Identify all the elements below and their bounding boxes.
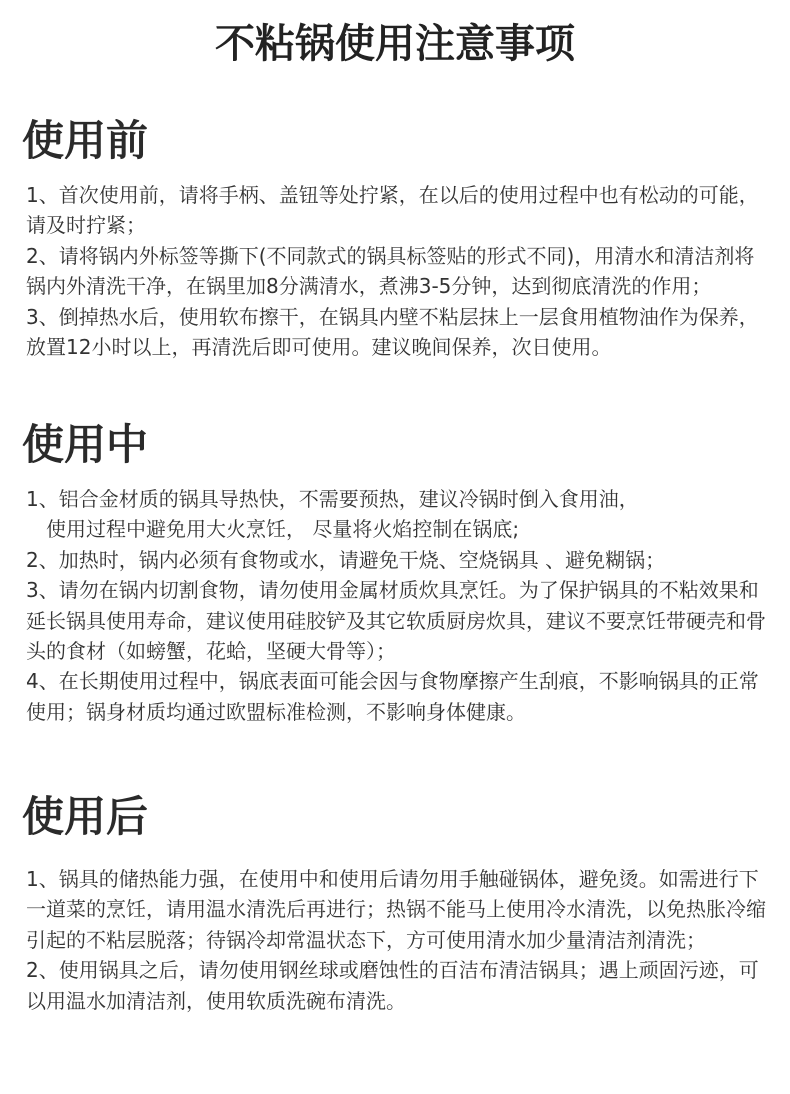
section-title-during-use: 使用中 [22, 420, 149, 469]
page-title: 不粘锅使用注意事项 [215, 21, 575, 67]
section-body-before-use [26, 180, 770, 362]
section-body-after-use [26, 864, 770, 1016]
paragraph: 3、倒掉热水后，使用软布擦干，在锅具内壁不粘层抹上一层食用植物油作为保养，放置12小时以上，再清洗后即可使用。建议晚间保养，次日使用。 [26, 304, 759, 360]
paragraph: 1、锅具的储热能力强，在使用中和使用后请勿用手触碰锅体，避免烫。如需进行下一道菜的烹饪，请用温水清洗后再进行；热锅不能马上使用冷水清洗，以免热胀冷缩引起的不粘层脱落；待锅冷却常温状态下，方可使用清水加少量清洁剂清洗； [26, 867, 766, 952]
paragraph: 1、首次使用前，请将手柄、盖钮等处拧紧，在以后的使用过程中也有松动的可能，请及时拧紧； [26, 183, 759, 238]
section-title-after-use: 使用后 [22, 792, 149, 841]
section-body-during-use [26, 484, 770, 727]
paragraph: 使用过程中避免用大火烹饪， 尽量将火焰控制在锅底; [46, 517, 520, 542]
paragraph: 2、使用锅具之后，请勿使用钢丝球或磨蚀性的百洁布清洁锅具；遇上顽固污迹，可以用温水加清洁剂，使用软质洗碗布清洗。 [26, 958, 759, 1013]
paragraph: 2、加热时，锅内必须有食物或水，请避免干烧、空烧锅具 、避免糊锅； [26, 547, 666, 572]
section-title-before-use: 使用前 [22, 116, 149, 165]
paragraph: 1、铝合金材质的锅具导热快，不需要预热，建议冷锅时倒入食用油， [26, 487, 639, 511]
paragraph: 3、请勿在锅内切割食物，请勿使用金属材质炊具烹饪。为了保护锅具的不粘效果和延长锅具使用寿命，建议使用硅胶铲及其它软质厨房炊具，建议不要烹饪带硬壳和骨头的食材（如螃蟹，花蛤，坚硬大骨等）； [26, 578, 766, 664]
paragraph: 4、在长期使用过程中，锅底表面可能会因与食物摩擦产生刮痕，不影响锅具的正常使用；锅身材质均通过欧盟标准检测，不影响身体健康。 [26, 669, 759, 724]
paragraph: 2、请将锅内外标签等撕下(不同款式的锅具标签贴的形式不同)，用清水和清洁剂将锅内外清洗干净，在锅里加8分满清水，煮沸3-5分钟，达到彻底清洗的作用； [26, 243, 755, 299]
